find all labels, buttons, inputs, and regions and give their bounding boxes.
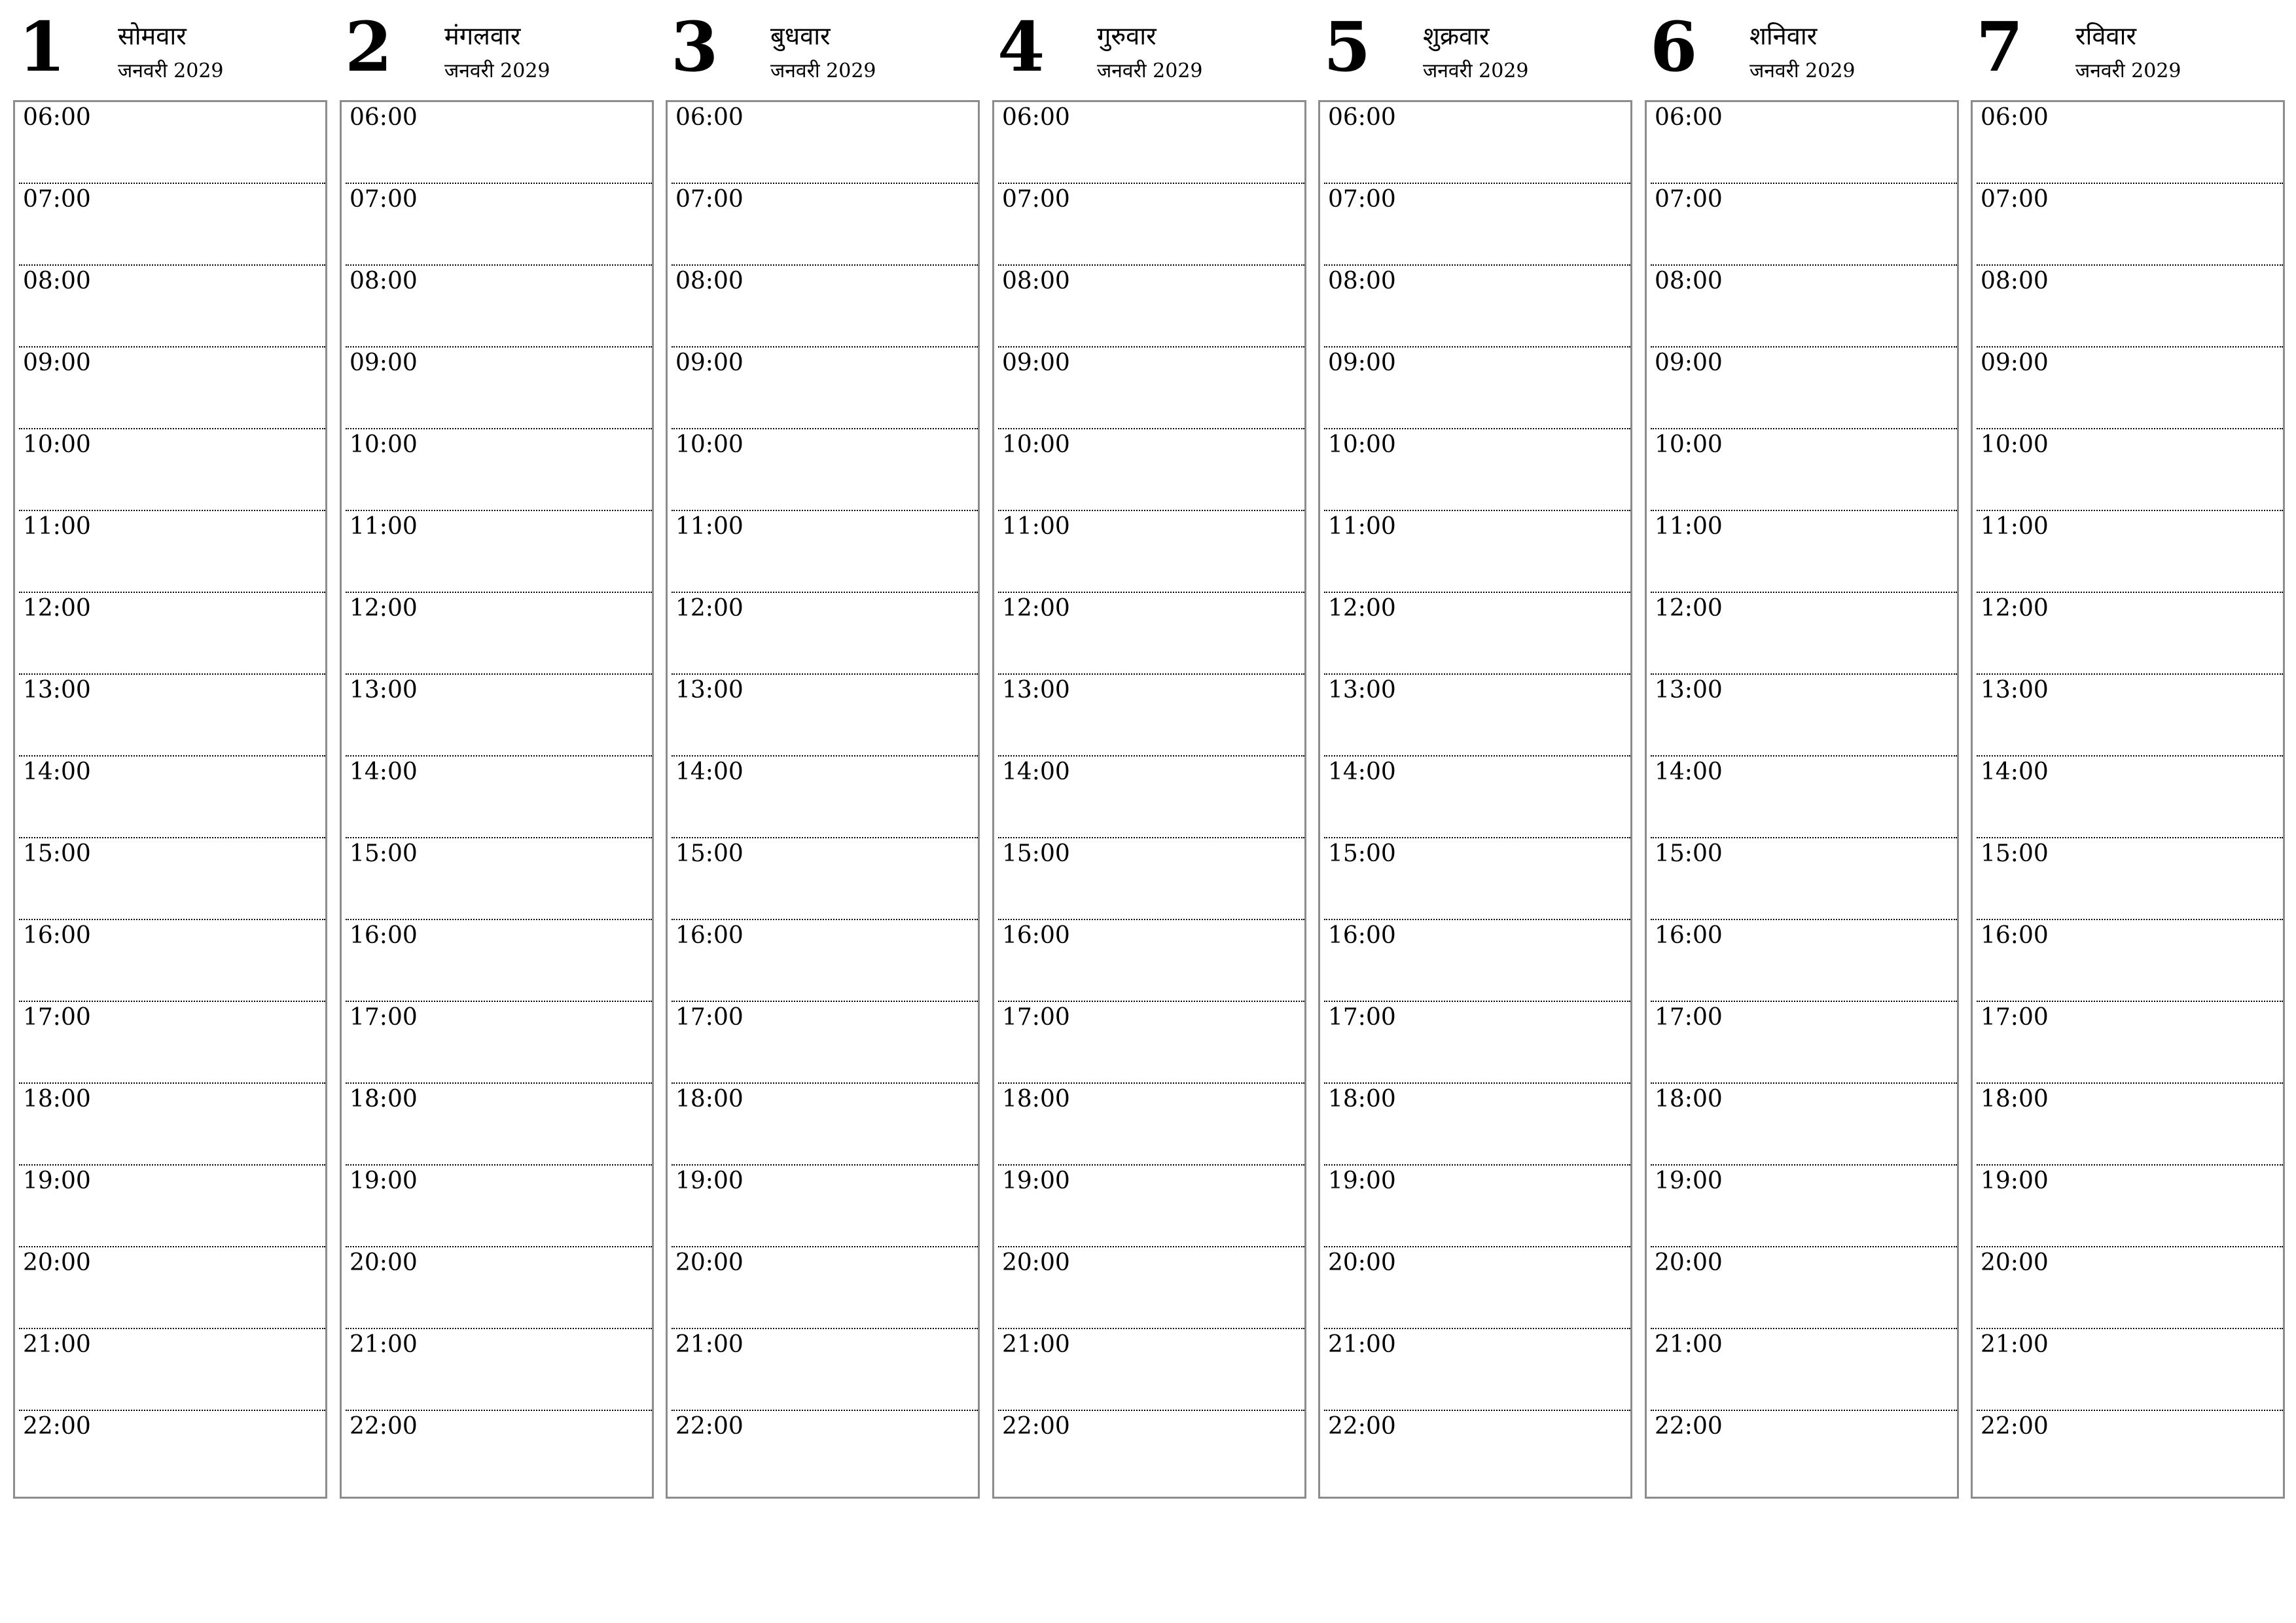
time-label: 19:00 (675, 1168, 744, 1194)
time-slot[interactable] (1973, 102, 2283, 184)
time-label: 11:00 (350, 513, 418, 540)
time-slot[interactable] (342, 1084, 652, 1166)
day-column (13, 0, 327, 1499)
time-slot[interactable] (342, 593, 652, 675)
time-label: 22:00 (675, 1413, 744, 1440)
time-label: 12:00 (1981, 595, 2049, 622)
day-name: मंगलवार (444, 22, 521, 50)
day-number: 5 (1323, 7, 1371, 87)
time-label: 17:00 (1655, 1004, 1723, 1031)
time-slot[interactable] (1973, 920, 2283, 1002)
time-slot[interactable] (1320, 1166, 1630, 1247)
day-column (992, 0, 1306, 1499)
time-label: 10:00 (1655, 431, 1723, 458)
day-header (1971, 0, 2285, 98)
day-number: 1 (18, 7, 66, 87)
day-month-year: जनवरी 2029 (2075, 60, 2181, 82)
time-label: 21:00 (675, 1331, 744, 1358)
time-label: 16:00 (23, 922, 91, 949)
time-label: 13:00 (350, 677, 418, 704)
day-month-year: जनवरी 2029 (1423, 60, 1529, 82)
time-slot[interactable] (1320, 593, 1630, 675)
time-slot[interactable] (15, 1002, 325, 1084)
time-label: 06:00 (1981, 104, 2049, 131)
time-label: 14:00 (1002, 758, 1070, 785)
time-slot[interactable] (994, 102, 1304, 184)
time-slot[interactable] (1320, 920, 1630, 1002)
time-slot[interactable] (1973, 675, 2283, 757)
time-slot[interactable] (1320, 1084, 1630, 1166)
time-slot[interactable] (342, 102, 652, 184)
time-slot[interactable] (994, 1166, 1304, 1247)
time-slot[interactable] (994, 429, 1304, 511)
time-label: 15:00 (1328, 840, 1396, 867)
time-label: 15:00 (23, 840, 91, 867)
time-slot[interactable] (1647, 1002, 1957, 1084)
time-label: 18:00 (23, 1086, 91, 1113)
time-label: 22:00 (1655, 1413, 1723, 1440)
time-label: 15:00 (1655, 840, 1723, 867)
time-label: 10:00 (23, 431, 91, 458)
time-label: 20:00 (1655, 1249, 1723, 1276)
time-slot[interactable] (668, 920, 978, 1002)
time-label: 20:00 (23, 1249, 91, 1276)
time-slot[interactable] (1647, 1411, 1957, 1493)
time-label: 08:00 (23, 268, 91, 294)
time-slot[interactable] (15, 1166, 325, 1247)
time-label: 18:00 (1981, 1086, 2049, 1113)
time-label: 18:00 (1328, 1086, 1396, 1113)
time-slot[interactable] (1647, 757, 1957, 838)
day-header (13, 0, 327, 98)
time-slot[interactable] (1973, 1247, 2283, 1329)
time-slot[interactable] (15, 593, 325, 675)
day-number: 4 (997, 7, 1045, 87)
time-slot[interactable] (15, 1084, 325, 1166)
time-label: 22:00 (23, 1413, 91, 1440)
time-label: 13:00 (675, 677, 744, 704)
time-label: 12:00 (1655, 595, 1723, 622)
time-label: 17:00 (1981, 1004, 2049, 1031)
time-slot[interactable] (668, 511, 978, 593)
time-label: 08:00 (1002, 268, 1070, 294)
time-label: 16:00 (1981, 922, 2049, 949)
time-slot[interactable] (1320, 348, 1630, 429)
time-label: 08:00 (1981, 268, 2049, 294)
time-slot[interactable] (342, 920, 652, 1002)
time-slot[interactable] (15, 757, 325, 838)
time-slot[interactable] (342, 838, 652, 920)
time-label: 06:00 (23, 104, 91, 131)
time-slot[interactable] (342, 266, 652, 348)
time-slot[interactable] (994, 1002, 1304, 1084)
time-slot[interactable] (1973, 266, 2283, 348)
time-label: 09:00 (1655, 349, 1723, 376)
time-slot[interactable] (1973, 1084, 2283, 1166)
day-name: शुक्रवार (1423, 22, 1490, 50)
time-slot[interactable] (1647, 1247, 1957, 1329)
time-label: 20:00 (1981, 1249, 2049, 1276)
time-slot[interactable] (994, 1411, 1304, 1493)
time-slot[interactable] (1973, 429, 2283, 511)
time-slot[interactable] (342, 1247, 652, 1329)
time-label: 14:00 (1328, 758, 1396, 785)
time-slot[interactable] (1320, 266, 1630, 348)
time-slot[interactable] (1973, 184, 2283, 266)
time-slot[interactable] (342, 675, 652, 757)
day-month-year: जनवरी 2029 (1097, 60, 1203, 82)
time-slot[interactable] (1973, 838, 2283, 920)
time-label: 14:00 (675, 758, 744, 785)
time-slot[interactable] (15, 348, 325, 429)
day-column (1971, 0, 2285, 1499)
time-label: 17:00 (675, 1004, 744, 1031)
time-label: 15:00 (1981, 840, 2049, 867)
time-label: 20:00 (1002, 1249, 1070, 1276)
time-label: 19:00 (1981, 1168, 2049, 1194)
time-label: 13:00 (1981, 677, 2049, 704)
time-slot[interactable] (668, 1166, 978, 1247)
time-slot[interactable] (994, 593, 1304, 675)
day-number: 6 (1650, 7, 1698, 87)
time-label: 17:00 (350, 1004, 418, 1031)
time-slot[interactable] (1647, 838, 1957, 920)
time-label: 08:00 (1328, 268, 1396, 294)
time-label: 22:00 (350, 1413, 418, 1440)
time-slot[interactable] (1320, 102, 1630, 184)
time-label: 12:00 (350, 595, 418, 622)
time-slot[interactable] (342, 1329, 652, 1411)
time-label: 22:00 (1328, 1413, 1396, 1440)
time-label: 18:00 (1002, 1086, 1070, 1113)
time-slot[interactable] (668, 184, 978, 266)
time-label: 19:00 (1002, 1168, 1070, 1194)
time-label: 10:00 (1981, 431, 2049, 458)
time-label: 08:00 (1655, 268, 1723, 294)
time-slot[interactable] (1647, 266, 1957, 348)
time-slot[interactable] (668, 266, 978, 348)
time-label: 18:00 (350, 1086, 418, 1113)
time-slot[interactable] (1647, 1166, 1957, 1247)
time-slot[interactable] (1647, 102, 1957, 184)
day-name: शनिवार (1749, 22, 1818, 50)
time-label: 13:00 (23, 677, 91, 704)
time-label: 06:00 (675, 104, 744, 131)
time-label: 20:00 (1328, 1249, 1396, 1276)
time-label: 17:00 (23, 1004, 91, 1031)
time-slot[interactable] (668, 429, 978, 511)
day-header (992, 0, 1306, 98)
time-slot[interactable] (1647, 920, 1957, 1002)
day-name: बुधवार (770, 22, 831, 50)
time-slot[interactable] (994, 1084, 1304, 1166)
time-label: 07:00 (1328, 186, 1396, 213)
time-label: 22:00 (1002, 1413, 1070, 1440)
time-label: 16:00 (1002, 922, 1070, 949)
time-label: 06:00 (1655, 104, 1723, 131)
time-slot[interactable] (1320, 1329, 1630, 1411)
day-month-year: जनवरी 2029 (444, 60, 550, 82)
time-slot[interactable] (668, 1002, 978, 1084)
time-label: 19:00 (23, 1168, 91, 1194)
time-label: 09:00 (1981, 349, 2049, 376)
time-slot[interactable] (1320, 511, 1630, 593)
time-label: 12:00 (1002, 595, 1070, 622)
time-label: 17:00 (1002, 1004, 1070, 1031)
time-label: 08:00 (675, 268, 744, 294)
time-label: 11:00 (23, 513, 91, 540)
time-slot[interactable] (15, 511, 325, 593)
time-label: 20:00 (675, 1249, 744, 1276)
time-slot[interactable] (668, 757, 978, 838)
time-slot[interactable] (1647, 348, 1957, 429)
time-label: 07:00 (1981, 186, 2049, 213)
time-slot[interactable] (1647, 1084, 1957, 1166)
time-slot[interactable] (994, 920, 1304, 1002)
time-slot[interactable] (994, 1247, 1304, 1329)
time-slot[interactable] (1647, 511, 1957, 593)
time-label: 16:00 (675, 922, 744, 949)
time-slot[interactable] (1973, 1166, 2283, 1247)
time-label: 21:00 (1328, 1331, 1396, 1358)
day-header (340, 0, 654, 98)
day-number: 7 (1976, 7, 2024, 87)
time-label: 21:00 (1655, 1331, 1723, 1358)
time-slot[interactable] (1647, 429, 1957, 511)
day-schedule-box[interactable] (340, 100, 654, 1499)
time-label: 16:00 (350, 922, 418, 949)
time-label: 15:00 (675, 840, 744, 867)
day-column (1645, 0, 1959, 1499)
time-label: 16:00 (1328, 922, 1396, 949)
time-slot[interactable] (1320, 675, 1630, 757)
time-slot[interactable] (994, 838, 1304, 920)
time-label: 21:00 (1981, 1331, 2049, 1358)
time-slot[interactable] (342, 757, 652, 838)
time-slot[interactable] (668, 1247, 978, 1329)
time-label: 21:00 (23, 1331, 91, 1358)
day-number: 3 (671, 7, 719, 87)
time-label: 07:00 (1655, 186, 1723, 213)
day-month-year: जनवरी 2029 (770, 60, 876, 82)
day-column (340, 0, 654, 1499)
time-slot[interactable] (1647, 675, 1957, 757)
time-slot[interactable] (668, 593, 978, 675)
time-label: 10:00 (350, 431, 418, 458)
weekly-planner (13, 0, 2283, 1499)
time-slot[interactable] (342, 511, 652, 593)
time-slot[interactable] (15, 184, 325, 266)
time-label: 21:00 (350, 1331, 418, 1358)
day-header (1645, 0, 1959, 98)
time-label: 11:00 (1002, 513, 1070, 540)
time-label: 19:00 (1328, 1168, 1396, 1194)
time-slot[interactable] (342, 348, 652, 429)
time-slot[interactable] (668, 102, 978, 184)
time-slot[interactable] (994, 757, 1304, 838)
day-column (666, 0, 980, 1499)
time-slot[interactable] (1647, 593, 1957, 675)
time-slot[interactable] (1320, 184, 1630, 266)
time-slot[interactable] (1973, 757, 2283, 838)
time-slot[interactable] (15, 920, 325, 1002)
time-label: 06:00 (1328, 104, 1396, 131)
time-slot[interactable] (994, 184, 1304, 266)
time-label: 09:00 (1328, 349, 1396, 376)
time-label: 14:00 (23, 758, 91, 785)
time-slot[interactable] (1973, 348, 2283, 429)
time-slot[interactable] (1647, 184, 1957, 266)
day-month-year: जनवरी 2029 (118, 60, 224, 82)
time-slot[interactable] (342, 1166, 652, 1247)
time-slot[interactable] (668, 838, 978, 920)
day-name: गुरुवार (1097, 22, 1157, 50)
time-slot[interactable] (1973, 1411, 2283, 1493)
time-label: 09:00 (23, 349, 91, 376)
time-slot[interactable] (342, 184, 652, 266)
time-slot[interactable] (15, 1411, 325, 1493)
time-slot[interactable] (1320, 838, 1630, 920)
day-month-year: जनवरी 2029 (1749, 60, 1856, 82)
time-label: 11:00 (1328, 513, 1396, 540)
time-slot[interactable] (1973, 1329, 2283, 1411)
time-label: 18:00 (675, 1086, 744, 1113)
time-label: 07:00 (675, 186, 744, 213)
time-label: 19:00 (350, 1168, 418, 1194)
time-slot[interactable] (15, 675, 325, 757)
time-label: 13:00 (1002, 677, 1070, 704)
time-slot[interactable] (1320, 429, 1630, 511)
time-slot[interactable] (668, 675, 978, 757)
day-name: सोमवार (118, 22, 187, 50)
time-label: 06:00 (1002, 104, 1070, 131)
day-name: रविवार (2075, 22, 2137, 50)
time-slot[interactable] (1320, 757, 1630, 838)
time-label: 19:00 (1655, 1168, 1723, 1194)
time-label: 11:00 (675, 513, 744, 540)
time-label: 12:00 (23, 595, 91, 622)
time-label: 12:00 (675, 595, 744, 622)
time-label: 14:00 (1981, 758, 2049, 785)
day-schedule-box[interactable] (666, 100, 980, 1499)
time-slot[interactable] (668, 348, 978, 429)
time-label: 20:00 (350, 1249, 418, 1276)
time-label: 17:00 (1328, 1004, 1396, 1031)
time-slot[interactable] (342, 1411, 652, 1493)
time-label: 11:00 (1981, 513, 2049, 540)
time-slot[interactable] (15, 838, 325, 920)
time-label: 15:00 (350, 840, 418, 867)
day-schedule-box[interactable] (1645, 100, 1959, 1499)
day-header (666, 0, 980, 98)
time-slot[interactable] (1973, 1002, 2283, 1084)
time-slot[interactable] (994, 511, 1304, 593)
time-label: 09:00 (675, 349, 744, 376)
time-slot[interactable] (994, 675, 1304, 757)
day-header (1318, 0, 1632, 98)
time-slot[interactable] (15, 429, 325, 511)
time-slot[interactable] (15, 266, 325, 348)
time-label: 07:00 (23, 186, 91, 213)
time-label: 09:00 (350, 349, 418, 376)
time-slot[interactable] (1973, 593, 2283, 675)
time-label: 11:00 (1655, 513, 1723, 540)
time-label: 21:00 (1002, 1331, 1070, 1358)
time-label: 07:00 (1002, 186, 1070, 213)
time-slot[interactable] (994, 348, 1304, 429)
time-slot[interactable] (15, 1329, 325, 1411)
day-schedule-box[interactable] (992, 100, 1306, 1499)
time-label: 15:00 (1002, 840, 1070, 867)
time-slot[interactable] (1320, 1002, 1630, 1084)
day-schedule-box[interactable] (1971, 100, 2285, 1499)
time-slot[interactable] (1647, 1329, 1957, 1411)
time-slot[interactable] (15, 1247, 325, 1329)
time-label: 13:00 (1328, 677, 1396, 704)
time-slot[interactable] (994, 266, 1304, 348)
time-slot[interactable] (668, 1411, 978, 1493)
day-number: 2 (345, 7, 393, 87)
time-label: 13:00 (1655, 677, 1723, 704)
day-column (1318, 0, 1632, 1499)
time-label: 10:00 (675, 431, 744, 458)
time-label: 14:00 (350, 758, 418, 785)
time-label: 06:00 (350, 104, 418, 131)
time-label: 14:00 (1655, 758, 1723, 785)
time-slot[interactable] (1320, 1411, 1630, 1493)
time-label: 22:00 (1981, 1413, 2049, 1440)
time-slot[interactable] (1320, 1247, 1630, 1329)
day-schedule-box[interactable] (13, 100, 327, 1499)
time-slot[interactable] (342, 429, 652, 511)
time-label: 10:00 (1002, 431, 1070, 458)
day-schedule-box[interactable] (1318, 100, 1632, 1499)
time-slot[interactable] (342, 1002, 652, 1084)
time-label: 07:00 (350, 186, 418, 213)
time-slot[interactable] (668, 1329, 978, 1411)
time-label: 09:00 (1002, 349, 1070, 376)
time-slot[interactable] (668, 1084, 978, 1166)
time-slot[interactable] (1973, 511, 2283, 593)
time-label: 18:00 (1655, 1086, 1723, 1113)
time-slot[interactable] (994, 1329, 1304, 1411)
time-label: 08:00 (350, 268, 418, 294)
time-label: 16:00 (1655, 922, 1723, 949)
time-label: 10:00 (1328, 431, 1396, 458)
time-slot[interactable] (15, 102, 325, 184)
time-label: 12:00 (1328, 595, 1396, 622)
